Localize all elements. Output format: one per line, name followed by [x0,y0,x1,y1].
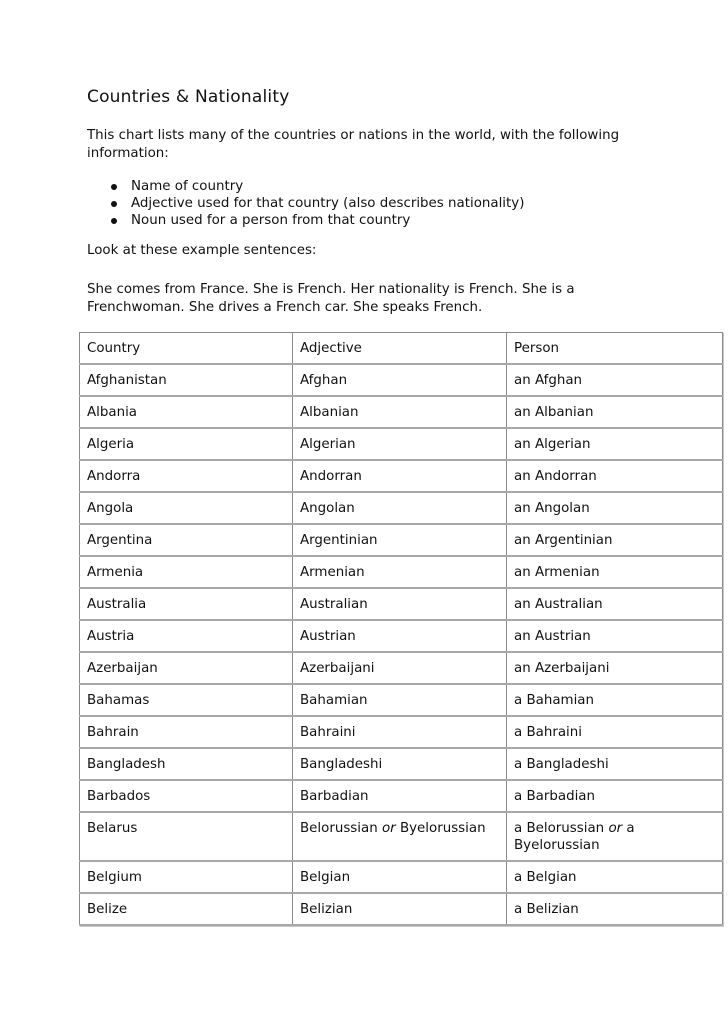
cell-country: Bahrain [80,716,293,748]
header-cell-country: Country [80,333,293,365]
cell-person: a Bangladeshi [507,748,723,780]
cell-person: an Andorran [507,460,723,492]
look-paragraph: Look at these example sentences: [87,243,317,258]
person-variant: Byelorussian [514,838,600,853]
or-connector: or [381,821,396,836]
header-cell-adjective: Adjective [293,333,507,365]
cell-country: Armenia [80,556,293,588]
cell-country: Belize [80,893,293,925]
cell-person: a Belizian [507,893,723,925]
info-bullet-list [87,178,524,229]
cell-country: Belarus [80,812,293,861]
cell-adjective: Algerian [293,428,507,460]
cell-country: Bangladesh [80,748,293,780]
bullet-text: Noun used for a person from that country [131,213,411,228]
cell-adjective: Angolan [293,492,507,524]
cell-adjective: Bahamian [293,684,507,716]
table-row [80,812,723,861]
cell-adjective: Armenian [293,556,507,588]
cell-adjective [293,812,507,861]
cell-person: an Angolan [507,492,723,524]
cell-person: a Bahraini [507,716,723,748]
table-row [80,748,723,780]
cell-adjective: Barbadian [293,780,507,812]
cell-person: an Albanian [507,396,723,428]
cell-adjective: Afghan [293,364,507,396]
cell-person: a Bahamian [507,684,723,716]
cell-person [507,812,723,861]
cell-adjective: Belgian [293,861,507,893]
cell-adjective: Bahraini [293,716,507,748]
cell-country: Barbados [80,780,293,812]
table-row [80,364,723,396]
table-row [80,861,723,893]
cell-country: Azerbaijan [80,652,293,684]
cell-person: an Argentinian [507,524,723,556]
cell-country: Bahamas [80,684,293,716]
cell-country: Argentina [80,524,293,556]
table-row [80,893,723,925]
table-header-row [80,333,723,365]
bullet-item [87,212,524,229]
cell-country: Belgium [80,861,293,893]
cell-person: a Belgian [507,861,723,893]
bullet-text: Adjective used for that country (also describes nationality) [131,196,525,211]
header-cell-person: Person [507,333,723,365]
adjective-variant: Byelorussian [399,821,486,836]
table-row [80,556,723,588]
cell-adjective: Andorran [293,460,507,492]
cell-person: a Barbadian [507,780,723,812]
bullet-text: Name of country [131,179,244,194]
cell-country: Andorra [80,460,293,492]
table-row [80,684,723,716]
or-connector: or [608,821,623,836]
nationality-table-container [79,332,722,926]
cell-adjective: Azerbaijani [293,652,507,684]
table-row [80,460,723,492]
cell-adjective: Argentinian [293,524,507,556]
cell-person: an Azerbaijani [507,652,723,684]
cell-country: Australia [80,588,293,620]
bullet-item [87,195,524,212]
bullet-icon [111,201,117,207]
cell-person: an Austrian [507,620,723,652]
cell-country: Austria [80,620,293,652]
cell-person: an Afghan [507,364,723,396]
table-row [80,492,723,524]
bullet-icon [111,218,117,224]
table-row [80,428,723,460]
cell-country: Afghanistan [80,364,293,396]
cell-adjective: Austrian [293,620,507,652]
bullet-icon [111,184,117,190]
cell-adjective: Australian [293,588,507,620]
cell-country: Algeria [80,428,293,460]
person-variant: a [626,821,635,836]
page-title: Countries & Nationality [87,87,290,107]
cell-adjective: Albanian [293,396,507,428]
table-row [80,588,723,620]
cell-adjective: Belizian [293,893,507,925]
cell-country: Albania [80,396,293,428]
table-row [80,652,723,684]
cell-person: an Armenian [507,556,723,588]
cell-country: Angola [80,492,293,524]
table-row [80,716,723,748]
example-paragraph: She comes from France. She is French. Her nationality is French. She is a Frenchwoman. She drives a French car. She speaks French. [87,282,575,315]
table-row [80,620,723,652]
person-variant: a Belorussian [514,821,605,836]
bullet-item [87,178,524,195]
adjective-variant: Belorussian [300,821,378,836]
nationality-table [79,332,723,926]
cell-person: an Algerian [507,428,723,460]
cell-adjective: Bangladeshi [293,748,507,780]
cell-person: an Australian [507,588,723,620]
table-row [80,524,723,556]
table-row [80,780,723,812]
table-row [80,396,723,428]
intro-paragraph: This chart lists many of the countries or nations in the world, with the following information: [87,128,620,161]
